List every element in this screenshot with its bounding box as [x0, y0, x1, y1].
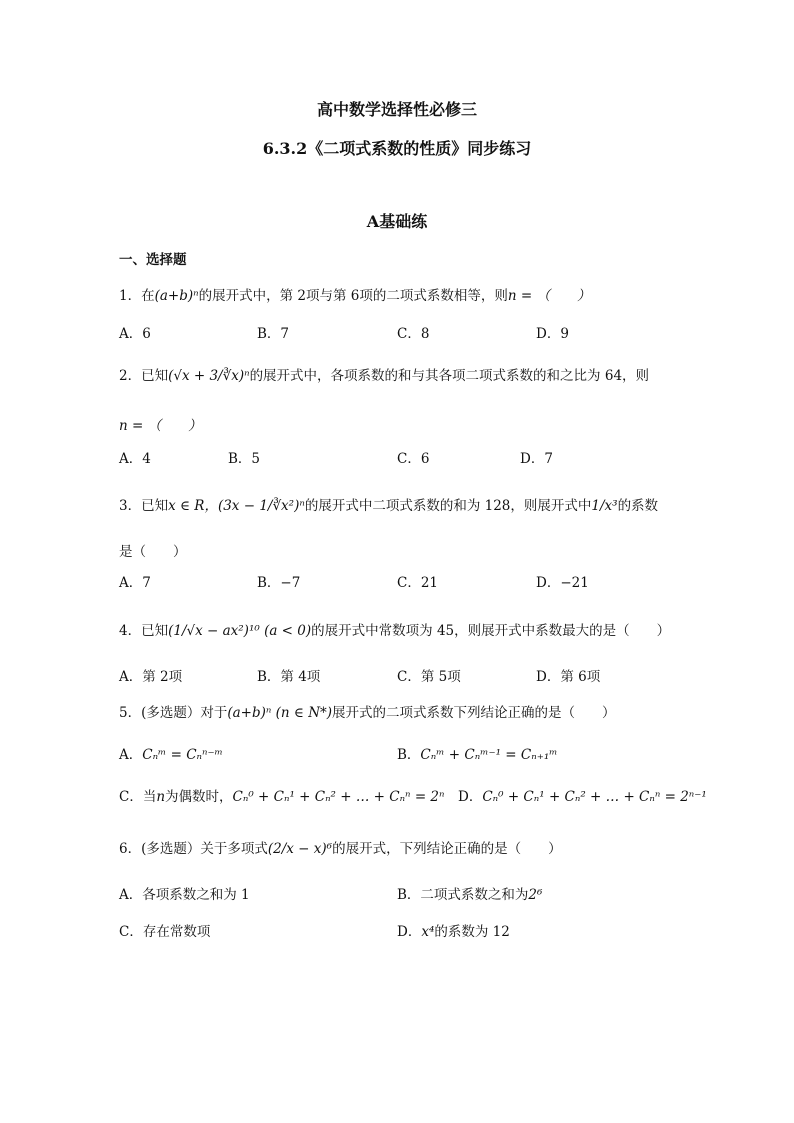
q6-option-a: A．各项系数之和为 1: [119, 887, 250, 903]
document-subtitle: 6.3.2《二项式系数的性质》同步练习: [262, 139, 532, 158]
q5-formula: (a+b)ⁿ (n ∈ N*): [227, 705, 333, 721]
q4-formula: (1/√x − ax²)¹⁰: [168, 623, 260, 639]
q3-line2: 是（ ）: [119, 544, 187, 560]
q3-cond: x ∈ R，: [168, 498, 218, 514]
q6-option-b-formula: 2⁶: [528, 887, 543, 903]
q6-formula: (2/x − x)⁶: [267, 841, 333, 857]
q6-option-d: [397, 920, 510, 940]
q1-option-d: D．9: [536, 326, 569, 342]
question-1: [119, 284, 590, 304]
q5-stem-pre: 5．(多选题）对于: [119, 705, 228, 721]
q4-option-b: B．第 4项: [257, 669, 321, 685]
q2-formula: (√x + 3/∛x)ⁿ: [168, 368, 250, 384]
q2-option-b: B．5: [228, 451, 261, 467]
q5-option-b-label: B．: [397, 747, 421, 763]
q1-stem-pre: 1．在: [119, 288, 155, 304]
q5-option-d-label: D．: [458, 789, 483, 805]
document-title: 高中数学选择性必修三: [316, 100, 477, 119]
q5-option-cd: [119, 785, 707, 805]
q6-option-d-post: 的系数为 12: [434, 924, 510, 940]
part-heading: 一、选择题: [119, 252, 187, 268]
q5-option-c-formula: Cₙ⁰ + Cₙ¹ + Cₙ² + … + Cₙⁿ = 2ⁿ: [232, 789, 445, 805]
q5-option-a-formula: Cₙᵐ = Cₙⁿ⁻ᵐ: [142, 747, 223, 763]
q1-option-c: C．8: [397, 326, 430, 342]
q3-stem-end: 的系数: [617, 498, 659, 514]
q3-option-c: C．21: [397, 575, 439, 591]
q3-option-a: A．7: [119, 575, 151, 591]
q4-option-c: C．第 5项: [397, 669, 461, 685]
q4-option-d: D．第 6项: [536, 669, 601, 685]
q1-formula: (a+b)ⁿ: [154, 288, 199, 304]
q2-option-d: D．7: [520, 451, 553, 467]
q5-option-c-n: n: [156, 789, 166, 805]
q6-option-d-formula: x⁴: [421, 924, 435, 940]
q6-option-d-label: D．: [397, 924, 422, 940]
q3-stem-pre: 3．已知: [119, 498, 169, 514]
q5-option-a: [119, 743, 223, 763]
q1-option-a: A．6: [119, 326, 151, 342]
q4-cond: (a < 0): [264, 623, 312, 639]
q3-formula: (3x − 1/∛x²)ⁿ: [217, 498, 305, 514]
question-5: [119, 701, 616, 721]
q5-option-b: [397, 743, 558, 763]
q6-option-b: [397, 883, 542, 903]
q5-option-b-formula: Cₙᵐ + Cₙᵐ⁻¹ = Cₙ₊₁ᵐ: [420, 747, 558, 763]
q6-stem-pre: 6．(多选题）关于多项式: [119, 841, 268, 857]
q5-stem-post: 展开式的二项式系数下列结论正确的是（ ）: [332, 705, 616, 721]
q4-stem-post: 的展开式中常数项为 45，则展开式中系数最大的是（ ）: [311, 623, 671, 639]
q6-stem-post: 的展开式，下列结论正确的是（ ）: [332, 841, 562, 857]
q5-option-c-mid: 为偶数时，: [165, 789, 233, 805]
q3-stem-post: 的展开式中二项式系数的和为 128，则展开式中: [304, 498, 592, 514]
q1-option-b: B．7: [257, 326, 290, 342]
q1-tail: n = （ ）: [507, 288, 591, 304]
q1-stem-post: 的展开式中，第 2项与第 6项的二项式系数相等，则: [198, 288, 508, 304]
question-2: [119, 364, 649, 384]
q4-option-a: A．第 2项: [119, 669, 183, 685]
section-title: A基础练: [366, 212, 428, 231]
question-4: [119, 619, 670, 639]
q2-option-a: A．4: [119, 451, 151, 467]
q4-stem-pre: 4．已知: [119, 623, 169, 639]
q2-line2: n = （ ）: [119, 418, 202, 434]
q5-option-a-label: A．: [119, 747, 143, 763]
q5-option-c-label: C．当: [119, 789, 157, 805]
q6-option-b-label: B．二项式系数之和为: [397, 887, 529, 903]
q3-frac: 1/x³: [591, 498, 618, 514]
q2-option-c: C．6: [397, 451, 430, 467]
q5-option-d-formula: Cₙ⁰ + Cₙ¹ + Cₙ² + … + Cₙⁿ = 2ⁿ⁻¹: [482, 789, 707, 805]
q3-option-b: B．−7: [257, 575, 301, 591]
q6-option-c: C．存在常数项: [119, 924, 211, 940]
q2-stem-pre: 2．已知: [119, 368, 169, 384]
question-6: [119, 837, 562, 857]
question-3: [119, 494, 658, 514]
q2-stem-post: 的展开式中，各项系数的和与其各项二项式系数的和之比为 64，则: [249, 368, 650, 384]
q3-option-d: D．−21: [536, 575, 589, 591]
